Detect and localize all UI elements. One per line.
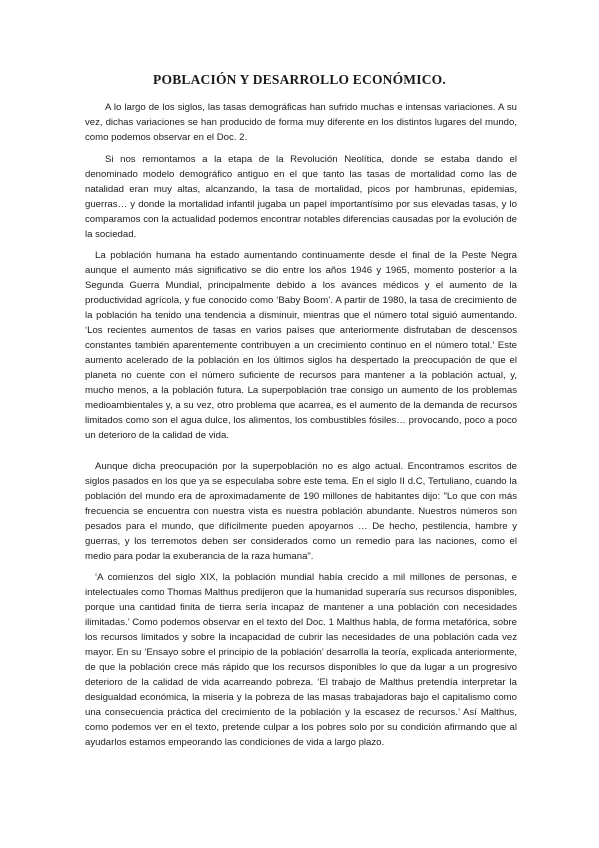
paragraph-1: A lo largo de los siglos, las tasas demográficas han sufrido muchas e intensas variaciones. A su vez, dichas variaciones se han producido de forma muy diferente en los distintos lugares del mundo, como podemos observar en el Doc. 2.: [85, 102, 517, 143]
paragraph-5: ‘A comienzos del siglo XIX, la población mundial había crecido a mil millones de personas, e intelectuales como Thomas Malthus predijeron que la humanidad superaría sus recursos disponibles, porque una cantidad finita de tierra sería incapaz de mantener a una población con necesidades ilimitadas.’ Como podemos observar en el texto del Doc. 1 Malthus habla, de forma metafórica, sobre los recursos limitados y sobre la incapacidad de cubrir las necesidades de una población cada vez mayor. En su ‘Ensayo sobre el principio de la población’ desarrolla la teoría, explicada anteriormente, de que la población crece más rápido que los recursos disponibles lo que da lugar a un progresivo deterioro de la calidad de vida acarreando pobreza. ‘El trabajo de Malthus pretendía interpretar la desigualdad económica, la miseria y la pobreza de las masas trabajadoras bajo el capitalismo como una consecuencia práctica del crecimiento de la población y la escasez de recursos.’ Así Malthus, como podemos ver en el texto, pretende culpar a los pobres solo por su condición afirmando que al ayudarlos estamos empeorando las condiciones de vida a largo plazo.: [85, 572, 517, 748]
page-title: POBLACIÓN Y DESARROLLO ECONÓMICO.: [153, 72, 446, 87]
paragraph-3: La población humana ha estado aumentando continuamente desde el final de la Peste Negra aunque el aumento más significativo se dio entre los años 1946 y 1965, momento posterior a la Segunda Guerra Mundial, principalmente debido a los avances médicos y el aumento de la productividad agrícola, y fue conocido como ‘Baby Boom’. A partir de 1980, la tasa de crecimiento de la población ha tenido una tendencia a disminuir, mientras que el número total siguió aumentando. ‘Los recientes aumentos de tasas en varios países que anteriormente disfrutaban de descensos constantes también aparentemente contribuyen a un crecimiento continuo en el número total.’ Este aumento acelerado de la población en los últimos siglos ha despertado la preocupación de que el planeta no cuente con el número suficiente de recursos para mantener a la población actual, y, mucho menos, a la población futura. La superpoblación trae consigo un aumento de los problemas medioambientales y, a su vez, otro problema que acarrea, es el aumento de la demanda de recursos limitados como son el agua dulce, los alimentos, los combustibles fósiles… provocando, poco a poco un deterioro de la calidad de vida.: [85, 250, 517, 441]
paragraph-4: Aunque dicha preocupación por la superpoblación no es algo actual. Encontramos escritos de siglos pasados en los que ya se especulaba sobre este tema. En el siglo II d.C, Tertuliano, cuando la población del mundo era de aproximadamente de 190 millones de habitantes dijo: "Lo que con más frecuencia se encuentra con nuestra vista es nuestra población abundante. Nuestros números son pesados para el mundo, que difícilmente pueden apoyarnos … De hecho, pestilencia, hambre y guerras, y los terremotos deben ser considerados como un remedio para las naciones, como el medio para podar la exuberancia de la raza humana".: [85, 461, 517, 562]
paragraph-2: Si nos remontamos a la etapa de la Revolución Neolítica, donde se estaba dando el denominado modelo demográfico antiguo en el que tanto las tasas de mortalidad como las de natalidad eran muy altas, alcanzando, la tasa de mortalidad, picos por hambrunas, epidemias, guerras… y donde la mortalidad infantil jugaba un papel importantísimo por sus elevadas tasas, y lo comparamos con la actualidad podemos encontrar notables diferencias causadas por la evolución de la sociedad.: [85, 154, 517, 240]
